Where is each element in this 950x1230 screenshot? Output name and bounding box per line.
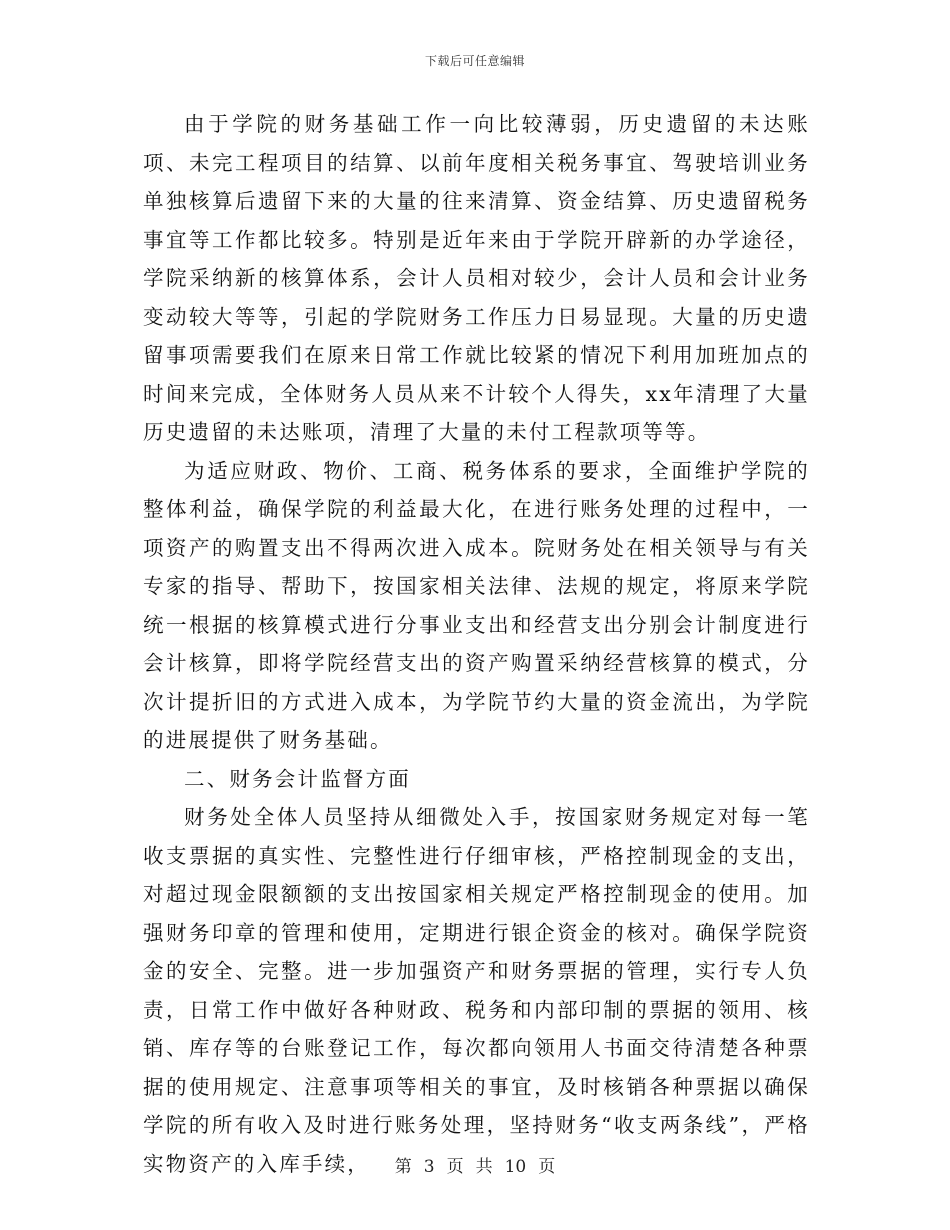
footer-total-pages: 10 [504,1157,527,1177]
paragraph-accounting-system: 为适应财政、物价、工商、税务体系的要求，全面维护学院的整体利益，确保学院的利益最大化，在进行账务处理的过程中，一项资产的购置支出不得两次进入成本。院财务处在相关领导与有关专家的指导、帮助下，按国家相关法律、法规的规定，将原来学院统一根据的核算模式进行分事业支出和经营支出分别会计制度进行会计核算，即将学院经营支出的资产购置采纳经营核算的模式，分次计提折旧的方式进入成本，为学院节约大量的资金流出，为学院的进展提供了财务基础。 [143,458,810,752]
page-header-note: 下载后可任意编辑 [424,54,525,68]
section-heading-supervision: 二、财务会计监督方面 [184,766,411,791]
footer-current-page: 3 [423,1157,435,1177]
paragraph-supervision-detail: 财务处全体人员坚持从细微处入手，按国家财务规定对每一笔收支票据的真实性、完整性进行仔细审核，严格控制现金的支出，对超过现金限额额的支出按国家相关规定严格控制现金的使用。加强财务印章的管理和使用，定期进行银企资金的核对。确保学院资金的安全、完整。进一步加强资产和财务票据的管理，实行专人负责，日常工作中做好各种财政、税务和内部印制的票据的领用、核销、库存等的台账登记工作，每次都向领用人书面交待清楚各种票据的使用规定、注意事项等相关的事宜，及时核销各种票据以确保学院的所有收入及时进行账务处理，坚持财务“收支两条线”，严格实物资产的入库手续， [143,805,810,1176]
page-footer [0,1152,950,1177]
footer-label-ye-end: 页 [538,1157,556,1177]
footer-label-ye: 页 [446,1157,464,1177]
footer-label-di: 第 [394,1157,412,1177]
footer-label-gong: 共 [475,1157,493,1177]
document-body [143,105,810,1183]
paragraph-history-backlog: 由于学院的财务基础工作一向比较薄弱，历史遗留的未达账项、未完工程项目的结算、以前年度相关税务事宜、驾驶培训业务单独核算后遗留下来的大量的往来清算、资金结算、历史遗留税务事宜等工作都比较多。特别是近年来由于学院开辟新的办学途径，学院采纳新的核算体系，会计人员相对较少，会计人员和会计业务变动较大等等，引起的学院财务工作压力日易显现。大量的历史遗留事项需要我们在原来日常工作就比较紧的情况下利用加班加点的时间来完成，全体财务人员从来不计较个人得失，xx年清理了大量历史遗留的未达账项，清理了大量的未付工程款项等等。 [143,112,810,444]
